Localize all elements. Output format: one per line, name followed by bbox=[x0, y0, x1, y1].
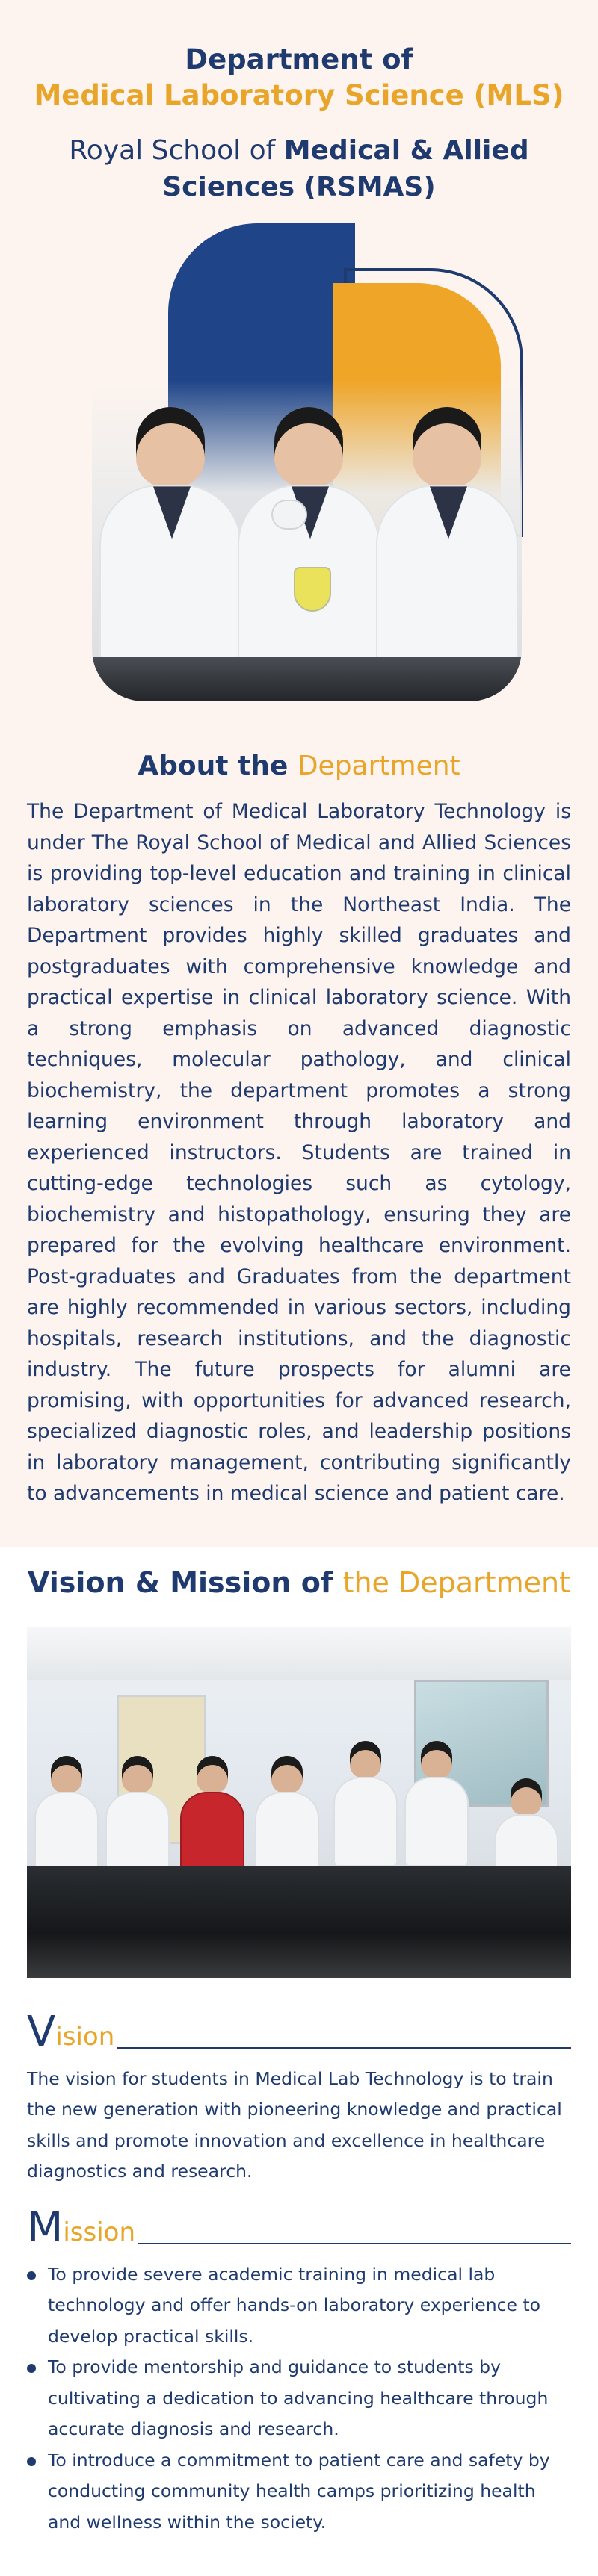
mission-item-text: To introduce a commitment to patient care and safety by conducting community health camps prioritizing health and wellness within the society. bbox=[48, 2449, 550, 2533]
person-figure bbox=[255, 1756, 319, 1881]
about-section bbox=[0, 701, 598, 1546]
about-description: The Department of Medical Laboratory Technology is under The Royal School of Medical and Allied Sciences is providing top-level education and training in clinical laboratory sciences in the Northeast India. The Department provides highly skilled graduates and postgraduates with comprehensive knowledge and practical expertise in clinical laboratory science. With a strong emphasis on advanced diagnostic techniques, molecular pathology, and clinical biochemistry, the department promotes a strong learning environment through laboratory and experienced instructors. Students are trained in cutting-edge technologies such as cytology, biochemistry and histopathology, ensuring they are prepared for the evolving healthcare environment. Post-graduates and Graduates from the department are highly recommended in various sectors, including hospitals, research institutions, and the diagnostic industry. The future prospects for alumni are promising, with opportunities for advanced research, specialized diagnostic roles, and leadership positions in laboratory management, contributing significantly to advancements in medical science and patient care. bbox=[27, 800, 571, 1506]
vision-mission-section bbox=[0, 1547, 598, 2554]
person-figure bbox=[333, 1741, 398, 1866]
mission-item bbox=[27, 2259, 571, 2353]
hero-illustration bbox=[56, 223, 542, 701]
bullet-icon bbox=[27, 2364, 36, 2373]
vision-text: The vision for students in Medical Lab Technology is to train the new generation with pioneering knowledge and practical skills and promote innovation and excellence in healthcare diagnostics and research. bbox=[27, 2067, 562, 2182]
page-title-line1: Department of bbox=[185, 43, 413, 75]
page-title bbox=[27, 42, 571, 114]
student-figure bbox=[238, 407, 380, 671]
hero-section bbox=[0, 0, 598, 701]
vision-heading bbox=[27, 2007, 571, 2056]
person-figure bbox=[34, 1756, 99, 1881]
about-heading-accent: Department bbox=[297, 751, 460, 782]
vision-mission-heading-accent: the Department bbox=[342, 1565, 570, 1599]
school-name-bold: Medical & Allied Sciences (RSMAS) bbox=[162, 135, 529, 202]
lab-group-photo bbox=[27, 1627, 571, 1978]
flask-icon bbox=[294, 567, 331, 612]
mission-list bbox=[27, 2259, 571, 2539]
student-figure bbox=[99, 407, 241, 671]
bullet-icon bbox=[27, 2457, 36, 2466]
vision-mission-heading bbox=[27, 1566, 571, 1599]
hero-students-photo bbox=[92, 380, 522, 701]
vision-heading-rest: ision bbox=[55, 2022, 115, 2052]
mission-divider bbox=[138, 2243, 571, 2244]
mission-heading-rest: ission bbox=[63, 2217, 135, 2248]
bullet-icon bbox=[27, 2271, 36, 2280]
person-figure bbox=[105, 1756, 170, 1881]
school-name-prefix: Royal School of bbox=[69, 135, 284, 167]
page-title-line2: Medical Laboratory Science (MLS) bbox=[34, 79, 564, 112]
lab-counter bbox=[27, 1866, 571, 1978]
person-figure bbox=[404, 1741, 469, 1866]
vision-divider bbox=[117, 2047, 571, 2049]
mission-item bbox=[27, 2445, 571, 2539]
person-figure bbox=[180, 1756, 244, 1881]
about-heading bbox=[27, 749, 571, 784]
mission-item-text: To provide mentorship and guidance to students by cultivating a dedication to advancing healthcare through accurate diagnosis and research. bbox=[48, 2356, 549, 2440]
student-figure bbox=[376, 407, 518, 671]
about-heading-main: About the bbox=[138, 751, 298, 782]
vision-mission-heading-main: Vision & Mission of bbox=[28, 1565, 343, 1599]
mission-item-text: To provide severe academic training in medical lab technology and offer hands-on laboratory experience to develop practical skills. bbox=[48, 2263, 541, 2347]
lab-ceiling bbox=[27, 1627, 571, 1680]
lab-bench bbox=[92, 657, 522, 701]
glove-icon bbox=[271, 500, 307, 530]
mission-heading bbox=[27, 2203, 571, 2252]
vision-heading-cap: V bbox=[27, 2007, 56, 2056]
mission-item bbox=[27, 2352, 571, 2445]
mission-heading-cap: M bbox=[27, 2203, 64, 2252]
school-name bbox=[27, 133, 571, 205]
